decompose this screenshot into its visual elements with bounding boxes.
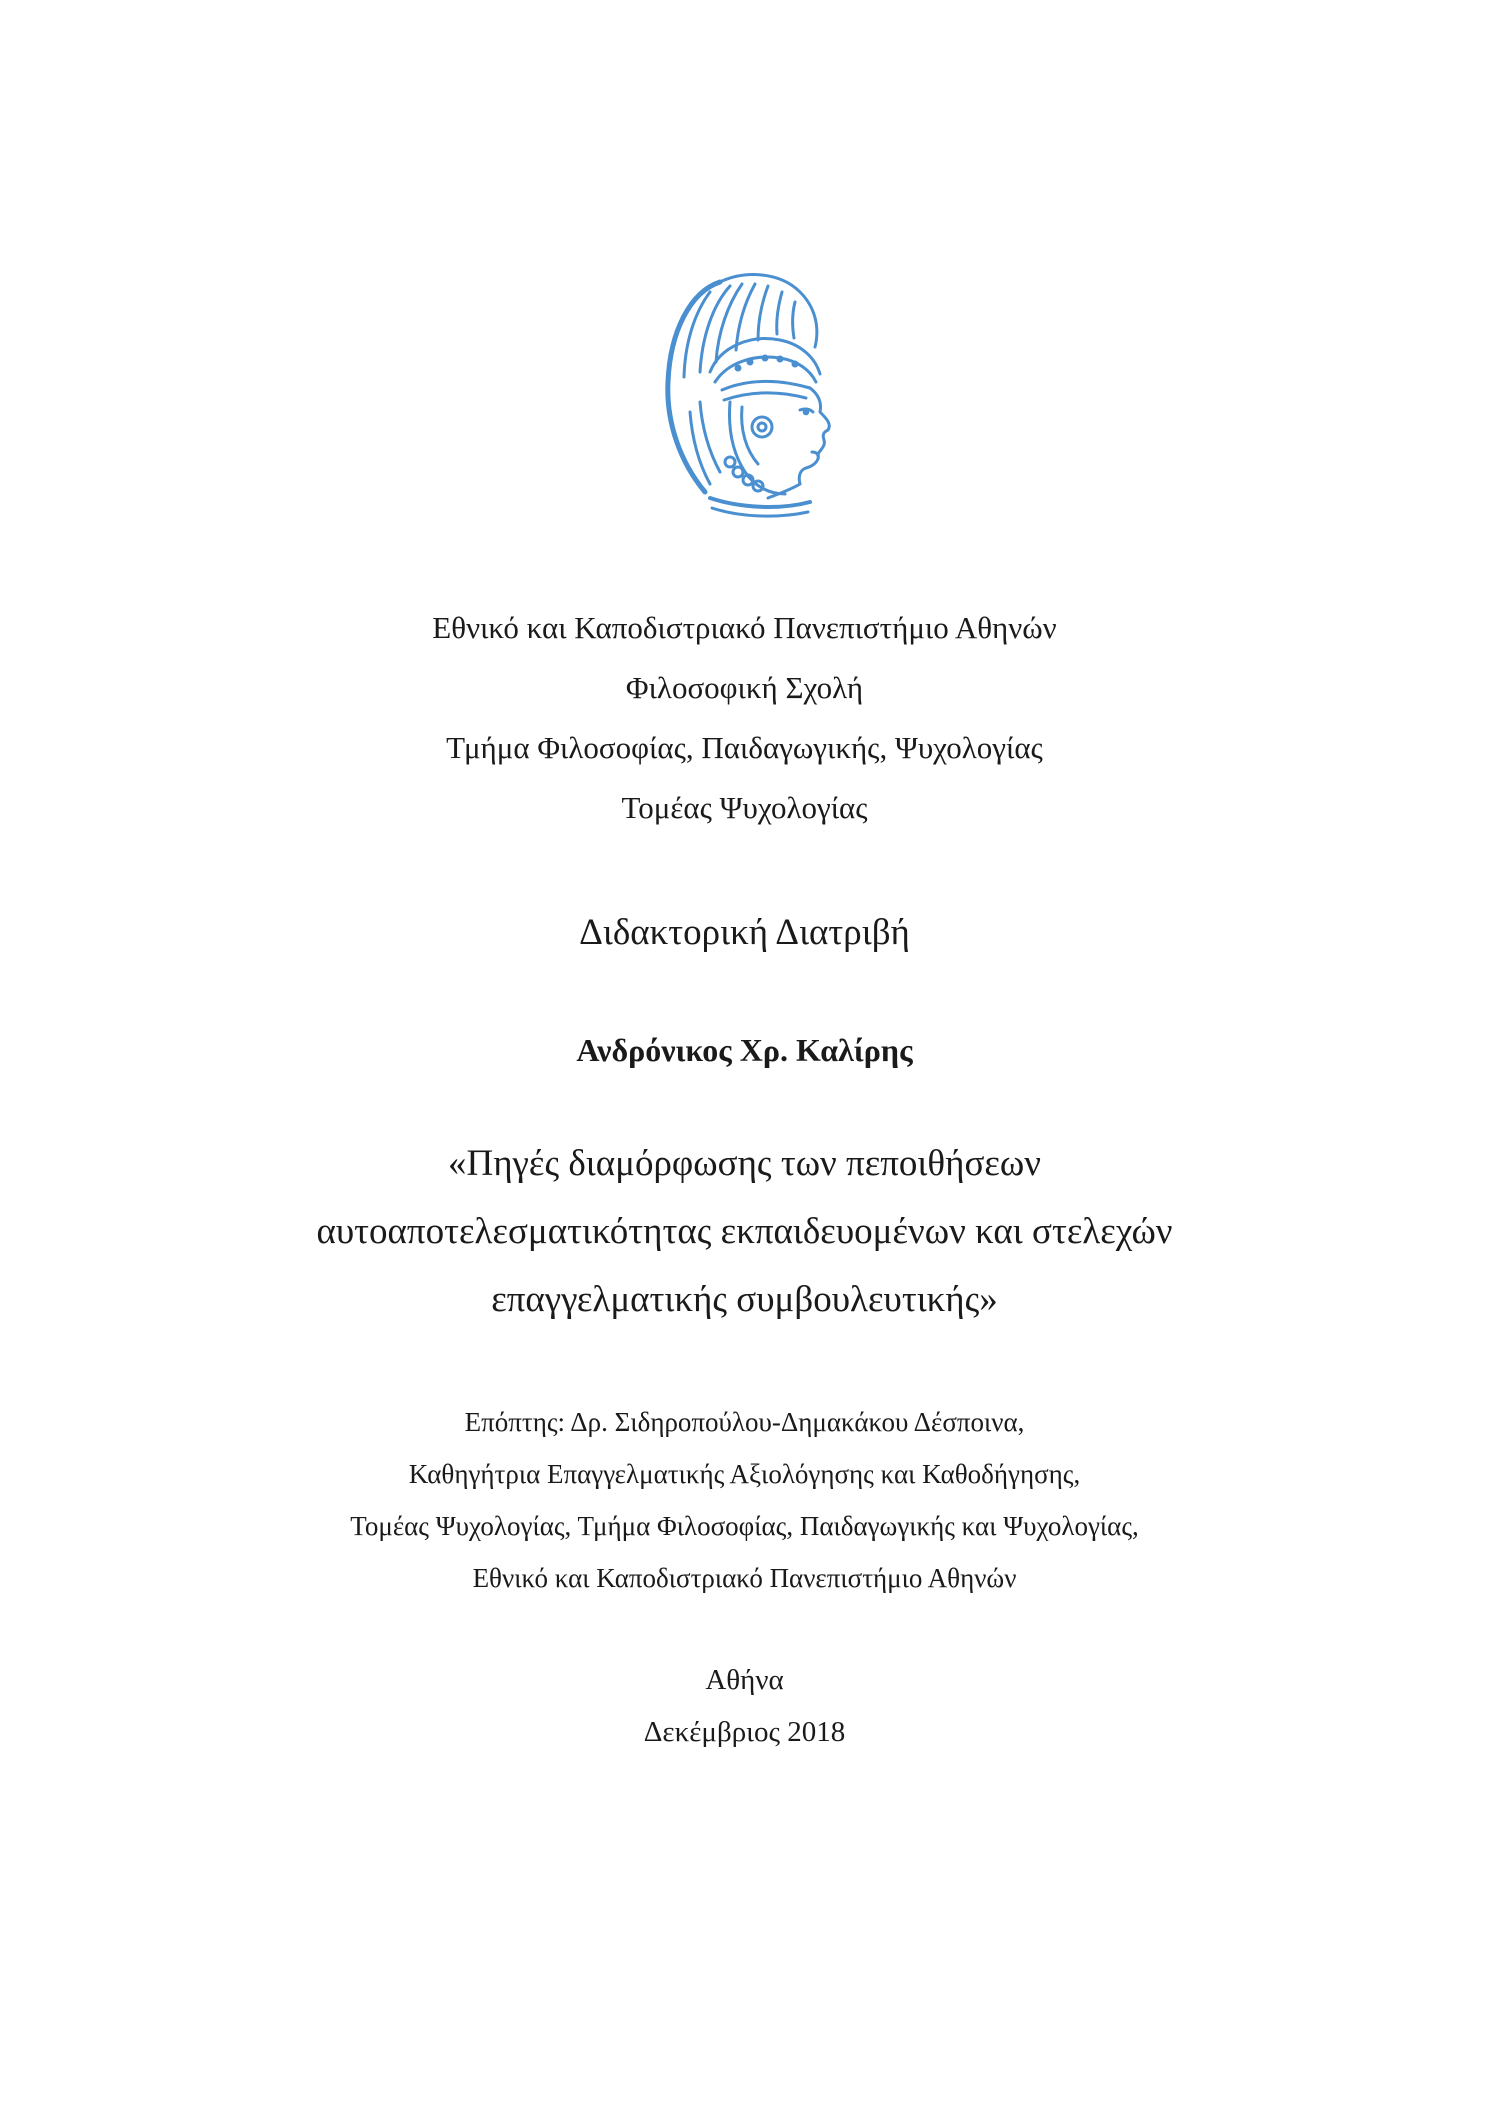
place-date-block [0,1654,1489,1758]
sector-name: Τομέας Ψυχολογίας [621,790,868,825]
supervisor-line-1: Επόπτης: Δρ. Σιδηροπούλου-Δημακάκου Δέσποινα, [464,1407,1025,1437]
place: Αθήνα [705,1664,784,1696]
thesis-type-block [0,910,1489,956]
author-block [0,1030,1489,1070]
thesis-title-line-1: «Πηγές διαμόρφωσης των πεποιθήσεων [447,1143,1042,1184]
supervisor-block [0,1396,1489,1604]
author-name: Ανδρόνικος Χρ. Καλίρης [576,1032,913,1068]
university-name: Εθνικό και Καποδιστριακό Πανεπιστήμιο Αθηνών [432,610,1057,645]
school-name: Φιλοσοφική Σχολή [625,670,864,705]
institution-block [0,598,1489,838]
supervisor-line-4: Εθνικό και Καποδιστριακό Πανεπιστήμιο Αθηνών [472,1563,1017,1593]
supervisor-line-3: Τομέας Ψυχολογίας, Τμήμα Φιλοσοφίας, Παιδαγωγικής και Ψυχολογίας, [350,1511,1139,1541]
thesis-type: Διδακτορική Διατριβή [579,912,910,953]
thesis-title-line-3: επαγγελματικής συμβουλευτικής» [491,1279,998,1320]
thesis-title-block [0,1130,1489,1334]
department-name: Τμήμα Φιλοσοφίας, Παιδαγωγικής, Ψυχολογίας [446,730,1043,765]
athena-helmet-emblem-icon [650,262,850,522]
supervisor-line-2: Καθηγήτρια Επαγγελματικής Αξιολόγησης και Καθοδήγησης, [408,1459,1081,1489]
thesis-title-line-2: αυτοαποτελεσματικότητας εκπαιδευομένων και στελεχών [316,1211,1173,1252]
date: Δεκέμβριος 2018 [643,1716,846,1748]
